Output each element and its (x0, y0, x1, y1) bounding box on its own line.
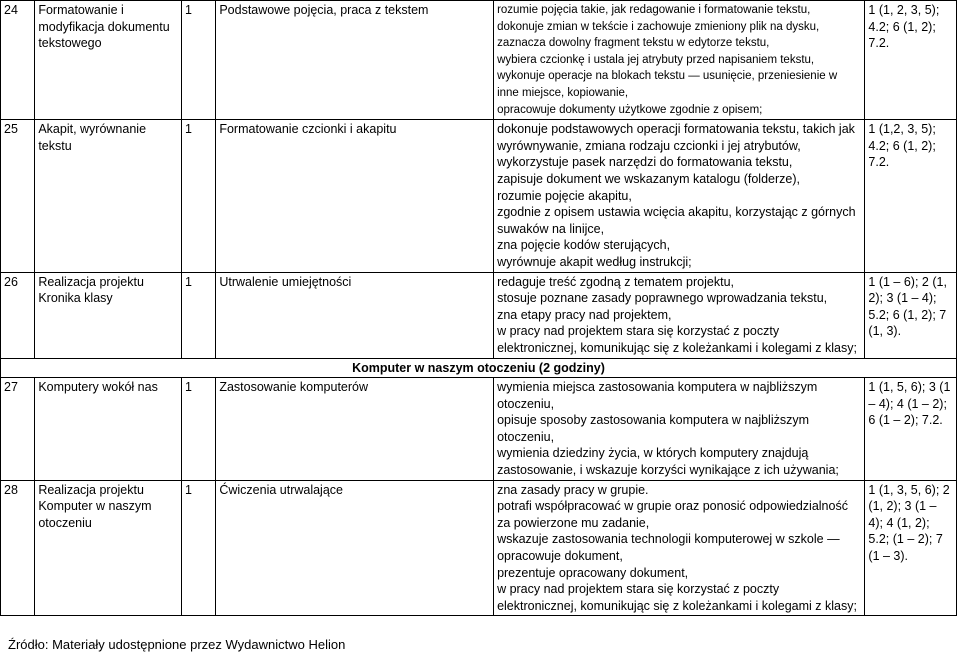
table-row (1, 120, 957, 272)
requirement-item: w pracy nad projektem stara się korzystać z poczty elektronicznej, komunikując się z koleżankami i kolegami z klasy; (497, 324, 857, 355)
lesson-type: Podstawowe pojęcia, praca z tekstem (216, 1, 494, 120)
table-row (1, 1, 957, 120)
requirement-item: zna zasady pracy w grupie. (497, 482, 649, 497)
curriculum-refs: 1 (1 – 6); 2 (1, 2); 3 (1 – 4); 5.2; 6 (1, 2); 7 (1, 3). (865, 272, 957, 358)
requirements-cell (494, 378, 865, 481)
section-title: Komputer w naszym otoczeniu (2 godziny) (1, 358, 957, 378)
lesson-topic: Realizacja projektu Komputer w naszym otoczeniu (35, 480, 182, 616)
requirement-item: wybiera czcionkę i ustala jej atrybuty przed napisaniem tekstu, (497, 53, 815, 66)
requirement-item: zna pojęcie kodów sterujących, (497, 238, 671, 253)
requirement-item: dokonuje podstawowych operacji formatowania tekstu, takich jak wyrównywanie, zmiana rodzaju czcionki i jej atrybutów, (497, 122, 855, 153)
lesson-topic: Formatowanie i modyfikacja dokumentu tekstowego (35, 1, 182, 120)
requirement-item: wskazuje zastosowania technologii komputerowej w szkole — opracowuje dokument, (497, 532, 840, 564)
lesson-type: Formatowanie czcionki i akapitu (216, 120, 494, 272)
requirement-item: rozumie pojęcie akapitu, (497, 188, 632, 203)
requirement-item: wymienia dziedziny życia, w których komputery znajdują zastosowanie, i wskazuje korzyści wynikające z ich używania; (497, 446, 839, 478)
lesson-topic: Akapit, wyrównanie tekstu (35, 120, 182, 272)
requirement-item: dokonuje zmian w tekście i zachowuje zmieniony plik na dysku, (497, 20, 820, 33)
requirement-item: redaguje treść zgodną z tematem projektu, (497, 274, 734, 289)
section-header-row (1, 358, 957, 378)
requirements-list (497, 274, 861, 357)
lesson-hours: 1 (182, 120, 216, 272)
lesson-hours: 1 (182, 1, 216, 120)
lesson-type: Zastosowanie komputerów (216, 378, 494, 481)
requirements-cell (494, 480, 865, 616)
table-row (1, 272, 957, 358)
requirement-item: potrafi współpracować w grupie oraz ponosić odpowiedzialność za powierzone mu zadanie, (497, 499, 848, 530)
requirements-list (497, 121, 861, 270)
requirement-item: wymienia miejsca zastosowania komputera w najbliższym otoczeniu, (497, 380, 818, 411)
curriculum-refs: 1 (1, 5, 6); 3 (1 – 4); 4 (1 – 2); 6 (1 – 2); 7.2. (865, 378, 957, 481)
source-note: Źródło: Materiały udostępnione przez Wydawnictwo Helion (8, 637, 346, 652)
requirement-item: opisuje sposoby zastosowania komputera w najbliższym otoczeniu, (497, 413, 810, 444)
curriculum-refs: 1 (1, 2, 3, 5); 4.2; 6 (1, 2); 7.2. (865, 1, 957, 120)
lesson-topic: Realizacja projektu Kronika klasy (35, 272, 182, 358)
requirement-item: zna etapy pracy nad projektem, (497, 307, 672, 322)
lesson-number: 26 (1, 272, 35, 358)
requirements-cell (494, 120, 865, 272)
lesson-hours: 1 (182, 480, 216, 616)
lesson-number: 24 (1, 1, 35, 120)
requirement-item: zaznacza dowolny fragment tekstu w edytorze tekstu, (497, 37, 770, 50)
requirement-item: wykonuje operacje na blokach tekstu — usunięcie, przeniesienie w inne miejsce, kopiowanie, (497, 70, 838, 99)
curriculum-refs: 1 (1,2, 3, 5); 4.2; 6 (1, 2); 7.2. (865, 120, 957, 272)
lesson-type: Utrwalenie umiejętności (216, 272, 494, 358)
lesson-topic: Komputery wokół nas (35, 378, 182, 481)
lesson-type: Ćwiczenia utrwalające (216, 480, 494, 616)
requirement-item: stosuje poznane zasady poprawnego wprowadzania tekstu, (497, 291, 828, 306)
curriculum-refs: 1 (1, 3, 5, 6); 2 (1, 2); 3 (1 – 4); 4 (1, 2); 5.2; (1 – 2); 7 (1 – 3). (865, 480, 957, 616)
requirements-list (497, 379, 861, 479)
requirements-cell (494, 272, 865, 358)
requirement-item: zapisuje dokument we wskazanym katalogu (folderze), (497, 171, 800, 186)
requirement-item: rozumie pojęcia takie, jak redagowanie i formatowanie tekstu, (497, 4, 811, 16)
lesson-hours: 1 (182, 272, 216, 358)
lesson-number: 27 (1, 378, 35, 481)
requirement-item: opracowuje dokumenty użytkowe zgodnie z opisem; (497, 103, 763, 116)
requirement-item: prezentuje opracowany dokument, (497, 565, 689, 580)
requirement-item: w pracy nad projektem stara się korzystać z poczty elektronicznej, komunikując się z koleżankami i kolegami z klasy; (497, 582, 857, 613)
requirement-item: wykorzystuje pasek narzędzi do formatowania tekstu, (497, 155, 793, 170)
lesson-number: 28 (1, 480, 35, 616)
requirements-list (497, 2, 861, 118)
lesson-hours: 1 (182, 378, 216, 481)
table-row (1, 378, 957, 481)
table-row (1, 480, 957, 616)
requirements-list (497, 482, 861, 615)
lesson-number: 25 (1, 120, 35, 272)
requirements-cell (494, 1, 865, 120)
requirement-item: zgodnie z opisem ustawia wcięcia akapitu, korzystając z górnych suwaków na linijce, (497, 205, 856, 236)
requirement-item: wyrównuje akapit według instrukcji; (497, 254, 692, 269)
